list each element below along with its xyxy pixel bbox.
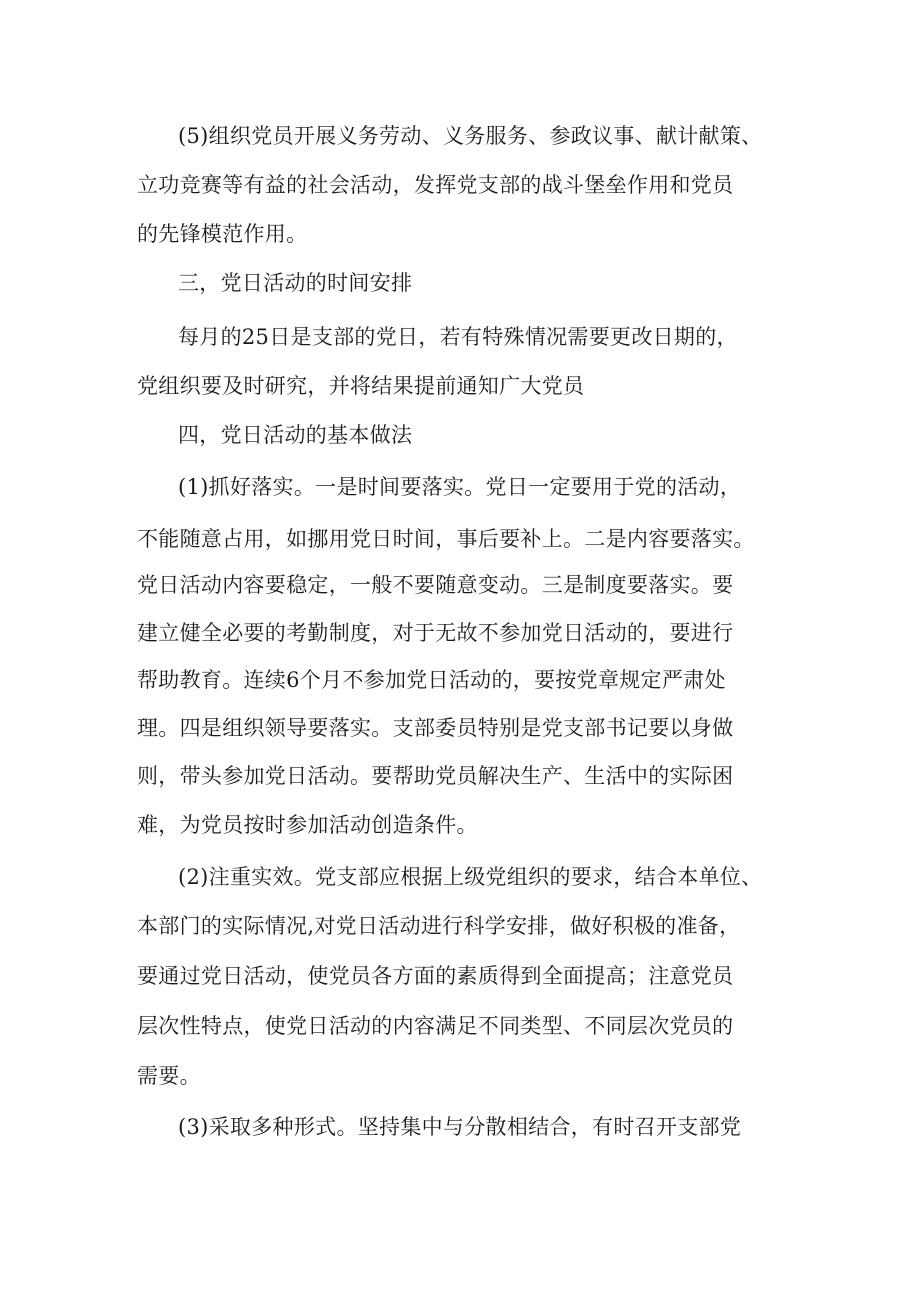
text-line: 党组织要及时研究，并将结果提前通知广大党员: [137, 374, 585, 398]
text-line: 建立健全必要的考勤制度，对于无故不参加党日活动的，要进行: [137, 621, 734, 645]
text-line: (2)注重实效。党支部应根据上级党组织的要求，结合本单位、: [178, 865, 763, 889]
text-line: (3)采取多种形式。坚持集中与分散相结合，有时召开支部党: [178, 1115, 742, 1139]
text-line: 则，带头参加党日活动。要帮助党员解决生产、生活中的实际困: [137, 764, 734, 788]
text-line: 理。四是组织领导要落实。支部委员特别是党支部书记要以身做: [137, 716, 734, 740]
text-line: 本部门的实际情况,对党日活动进行科学安排，做好积极的准备，: [137, 914, 741, 938]
text-line: 帮助教育。连续6个月不参加党日活动的，要按党章规定严肃处: [137, 668, 726, 692]
text-line: 的先锋模范作用。: [137, 222, 308, 246]
section-heading: 四，党日活动的基本做法: [178, 423, 413, 447]
text-line: 层次性特点，使党日活动的内容满足不同类型、不同层次党员的: [137, 1014, 734, 1038]
text-line: 需要。: [137, 1064, 201, 1088]
text-line: (1)抓好落实。一是时间要落实。党日一定要用于党的活动，: [178, 475, 742, 499]
text-line: 不能随意占用，如挪用党日时间，事后要补上。二是内容要落实。: [137, 527, 755, 551]
text-line: (5)组织党员开展义务劳动、义务服务、参政议事、献计献策、: [178, 124, 763, 148]
text-line: 要通过党日活动，使党员各方面的素质得到全面提高；注意党员: [137, 964, 734, 988]
text-line: 难，为党员按时参加活动创造条件。: [137, 813, 478, 837]
text-line: 每月的25日是支部的党日，若有特殊情况需要更改日期的，: [178, 325, 738, 349]
section-heading: 三，党日活动的时间安排: [178, 271, 413, 295]
text-line: 立功竞赛等有益的社会活动，发挥党支部的战斗堡垒作用和党员: [137, 173, 734, 197]
text-line: 党日活动内容要稳定，一般不要随意变动。三是制度要落实。要: [137, 573, 734, 597]
